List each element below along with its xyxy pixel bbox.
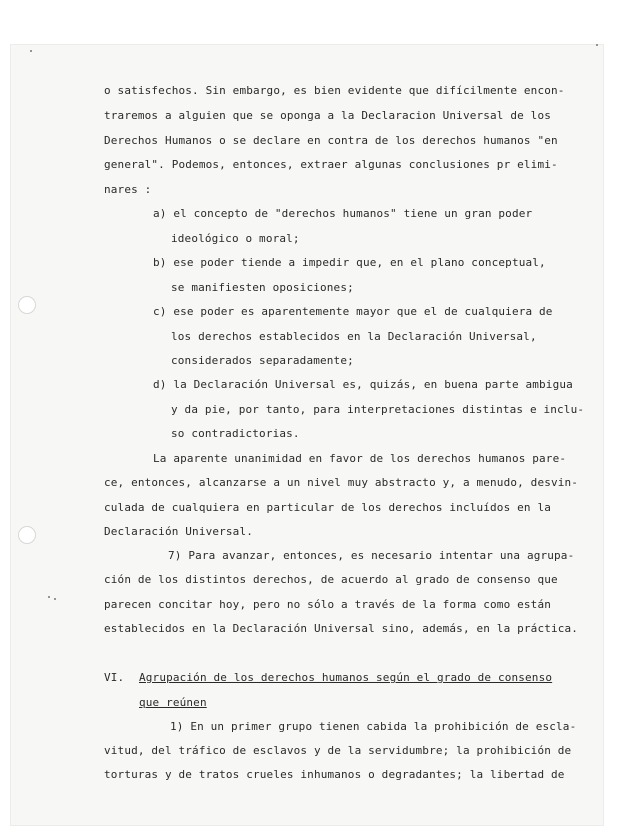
paragraph-line: culada de cualquiera en particular de los derechos incluídos en la: [104, 501, 551, 514]
paragraph-line: 1) En un primer grupo tienen cabida la prohibición de escla-: [170, 720, 577, 733]
paragraph-line: vitud, del tráfico de esclavos y de la servidumbre; la prohibición de: [104, 744, 572, 757]
paragraph-line: establecidos en la Declaración Universal sino, además, en la práctica.: [104, 622, 579, 635]
paragraph-line: torturas y de tratos crueles inhumanos o degradantes; la libertad de: [104, 768, 565, 781]
list-item-c: c) ese poder es aparentemente mayor que el de cualquiera de: [153, 305, 553, 318]
list-item-d-continued: so contradictorias.: [171, 427, 300, 440]
paragraph-line: ción de los distintos derechos, de acuerdo al grado de consenso que: [104, 573, 558, 586]
paragraph-line: 7) Para avanzar, entonces, es necesario intentar una agrupa-: [168, 549, 575, 562]
text-line: o satisfechos. Sin embargo, es bien evidente que difícilmente encon-: [104, 84, 565, 97]
list-item-b: b) ese poder tiende a impedir que, en el plano conceptual,: [153, 256, 546, 269]
list-item-a: a) el concepto de "derechos humanos" tiene un gran poder: [153, 207, 533, 220]
list-item-c-continued: los derechos establecidos en la Declaración Universal,: [171, 330, 537, 343]
scan-speck: [596, 44, 598, 46]
scan-speck: [54, 598, 56, 600]
punch-hole-top: [18, 296, 36, 314]
punch-hole-bottom: [18, 526, 36, 544]
text-line: nares :: [104, 183, 152, 196]
text-line: general". Podemos, entonces, extraer algunas conclusiones pr elimi-: [104, 158, 558, 171]
list-item-d: d) la Declaración Universal es, quizás, en buena parte ambigua: [153, 378, 573, 391]
paragraph-line: Declaración Universal.: [104, 525, 253, 538]
section-heading-continued: que reúnen: [139, 696, 207, 709]
text-line: Derechos Humanos o se declare en contra de los derechos humanos "en: [104, 134, 558, 147]
paragraph-line: ce, entonces, alcanzarse a un nivel muy abstracto y, a menudo, desvin-: [104, 476, 579, 489]
list-item-b-continued: se manifiesten oposiciones;: [171, 281, 354, 294]
list-item-a-continued: ideológico o moral;: [171, 232, 300, 245]
section-heading: Agrupación de los derechos humanos según el grado de consenso: [139, 671, 553, 684]
list-item-c-continued: considerados separadamente;: [171, 354, 354, 367]
paragraph-line: parecen concitar hoy, pero no sólo a través de la forma como están: [104, 598, 551, 611]
list-item-d-continued: y da pie, por tanto, para interpretaciones distintas e inclu-: [171, 403, 585, 416]
paragraph-line: La aparente unanimidad en favor de los derechos humanos pare-: [153, 452, 567, 465]
scan-speck: [30, 50, 32, 52]
text-line: traremos a alguien que se oponga a la Declaracion Universal de los: [104, 109, 551, 122]
section-number: VI.: [104, 671, 125, 684]
scan-speck: [48, 596, 50, 598]
